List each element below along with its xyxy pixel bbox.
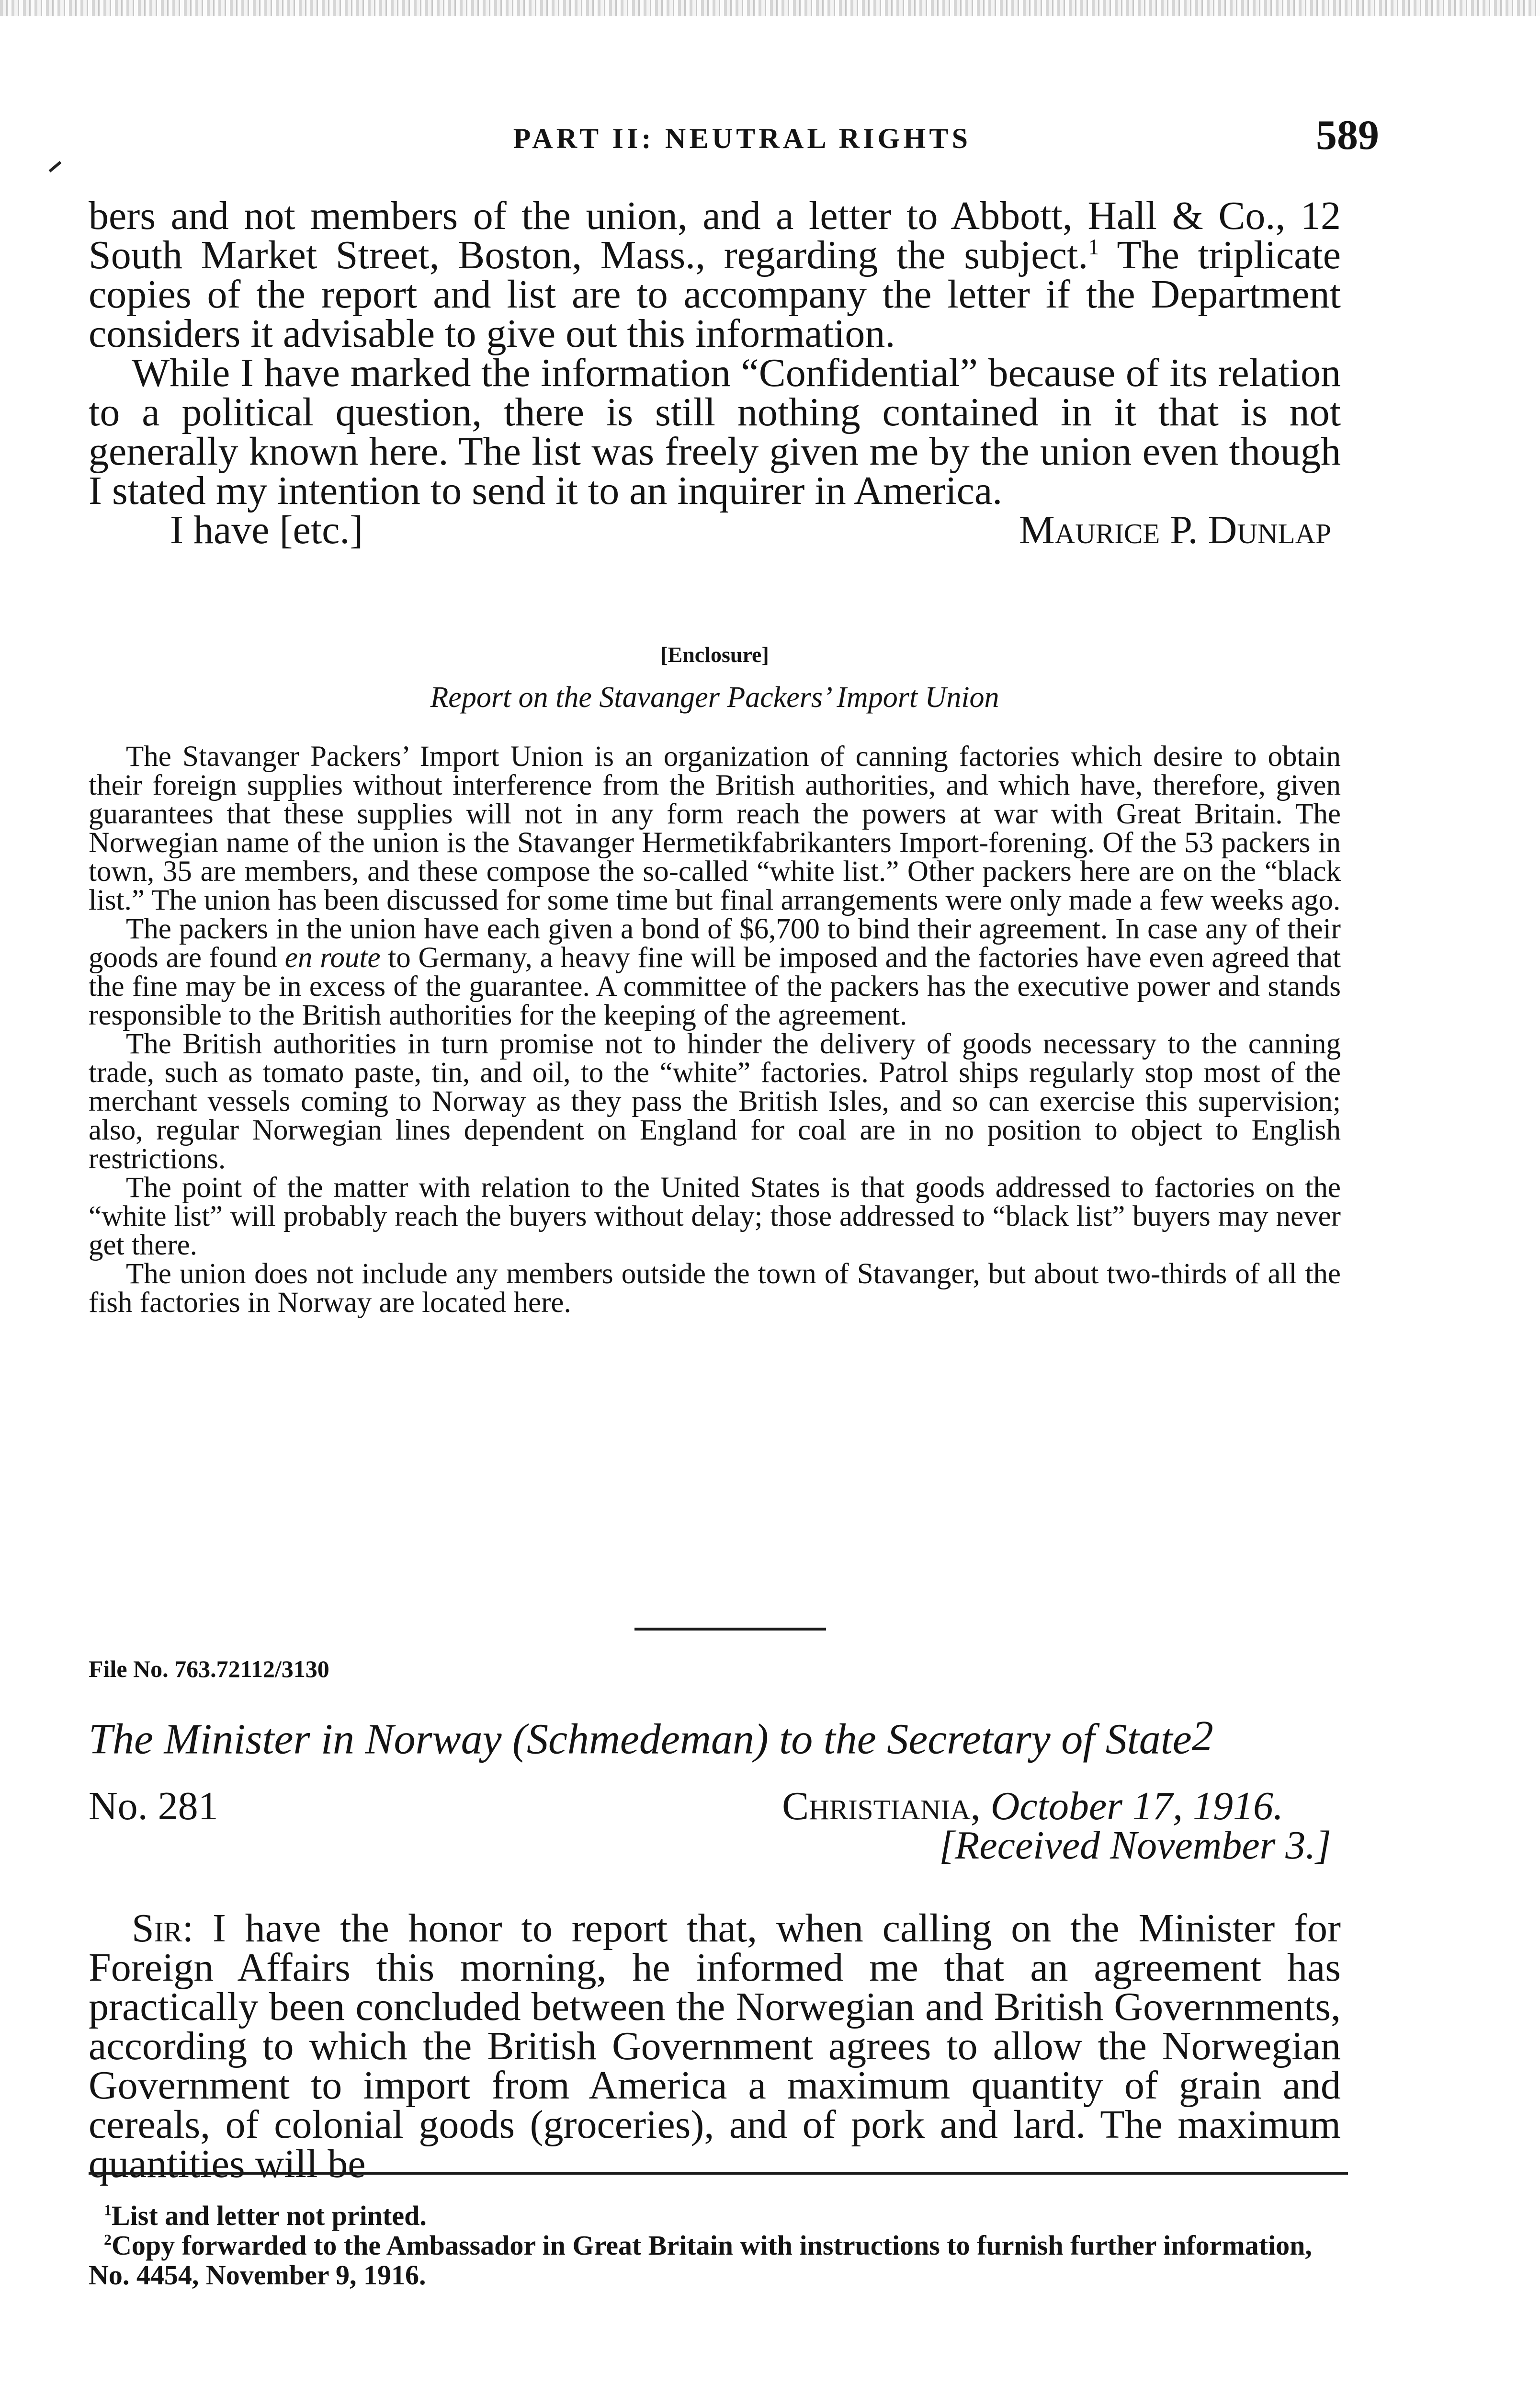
despatch-body: Sir: I have the honor to report that, when calling on the Minister for Foreign Affairs this morning, he informed me that an agreement has practically been concluded between the Norwegian and British Governments, according to which the British Government agrees to allow the Norwegian Government to import from America a maximum quantity of grain and cereals, of colonial goods (groceries), and of pork and lard. The maximum quantities will be <box>89 1906 1341 2186</box>
salutation: Sir: <box>132 1906 194 1950</box>
report-title: Report on the Stavanger Packers’ Import Union <box>430 681 999 714</box>
document-title: The Minister in Norway (Schmedeman) to the Secretary of State$^2$ <box>89 1712 1213 1763</box>
footnotes <box>89 2201 1341 2290</box>
enclosure-paragraph-5: The union does not include any members outside the town of Stavanger, but about two-thirds of all the fish factories in Norway are located here. <box>89 1258 1341 1319</box>
date: October 17, 1916. <box>990 1784 1283 1828</box>
enclosure-paragraph-4: The point of the matter with relation to the United States is that goods addressed to factories on the “white list” will probably reach the buyers without delay; those addressed to “black list” buyers may never get there. <box>89 1172 1341 1261</box>
enclosure-label: [Enclosure] <box>660 642 769 667</box>
enclosure-heading <box>89 642 1341 715</box>
letter-paragraph-1: bers and not members of the union, and a letter to Abbott, Hall & Co., 12 South Market Street, Boston, Mass., regarding the subject.$^1$ The triplicate copies of the report and list are to accompany the letter if the Department considers it advisable to give out this information. <box>89 194 1341 356</box>
enclosure-paragraph-2: The packers in the union have each given a bond of $6,700 to bind their agreement. In case any of their goods are found en route to Germany, a heavy fine will be imposed and the factories have even agreed that the fine may be in excess of the guarantee. A committee of the packers has the executive power and stands responsible to the British authorities for the keeping of the agreement. <box>89 913 1341 1031</box>
dateline <box>89 1784 1341 1868</box>
section-divider <box>634 1628 826 1631</box>
footnote-2: $^2$Copy forwarded to the Ambassador in Great Britain with instructions to furnish further information, No. 4454, November 9, 1916. <box>89 2230 1312 2291</box>
scan-edge <box>0 0 1540 16</box>
footnote-rule <box>89 2172 1348 2175</box>
received-date: [Received November 3.] <box>939 1823 1331 1868</box>
footnote-ref: 2 <box>1191 1712 1213 1760</box>
file-number: File No. 763.72112/3130 <box>89 1655 329 1682</box>
enclosure-paragraph-1: The Stavanger Packers’ Import Union is an organization of canning factories which desire to obtain their foreign supplies without interference from the British authorities, and which have, therefore, given guarantees that these supplies will not in any form reach the powers at war with Great Britain. The Norwegian name of the union is the Stavanger Hermetikfabrikanters Import-forening. Of the 53 packers in town, 35 are members, and these compose the so-called “white list.” Other packers here are on the “black list.” The union has been discussed for some time but final arrangements were only made a few weeks ago. <box>89 741 1341 916</box>
pencil-mark <box>49 161 62 172</box>
closing: I have [etc.] <box>170 508 363 552</box>
despatch-number: No. 281 <box>89 1784 218 1828</box>
letter-continuation <box>89 196 1341 550</box>
page-number: 589 <box>1316 112 1379 159</box>
signature: Maurice P. Dunlap <box>1019 508 1331 552</box>
place: Christiania, <box>782 1784 981 1828</box>
letter-paragraph-2: While I have marked the information “Confidential” because of its relation to a political question, there is still nothing contained in it that is not generally known here. The list was freely given me by the union even though I stated my intention to send it to an inquirer in America. <box>89 351 1341 513</box>
closing-row <box>89 508 1341 552</box>
footnote-ref: 1 <box>1088 235 1099 259</box>
enclosure-paragraph-3: The British authorities in turn promise not to hinder the delivery of goods necessary to the canning trade, such as tomato paste, tin, and oil, to the “white” factories. Patrol ships regularly stop most of the merchant vessels coming to Norway as they pass the British Isles, and so can exercise this supervision; also, regular Norwegian lines dependent on England for coal are in no position to object to English restrictions. <box>89 1028 1341 1175</box>
running-head: PART II: NEUTRAL RIGHTS <box>513 123 972 154</box>
footnote-1: $^1$List and letter not printed. <box>104 2200 427 2231</box>
enclosure-body <box>89 742 1341 1317</box>
